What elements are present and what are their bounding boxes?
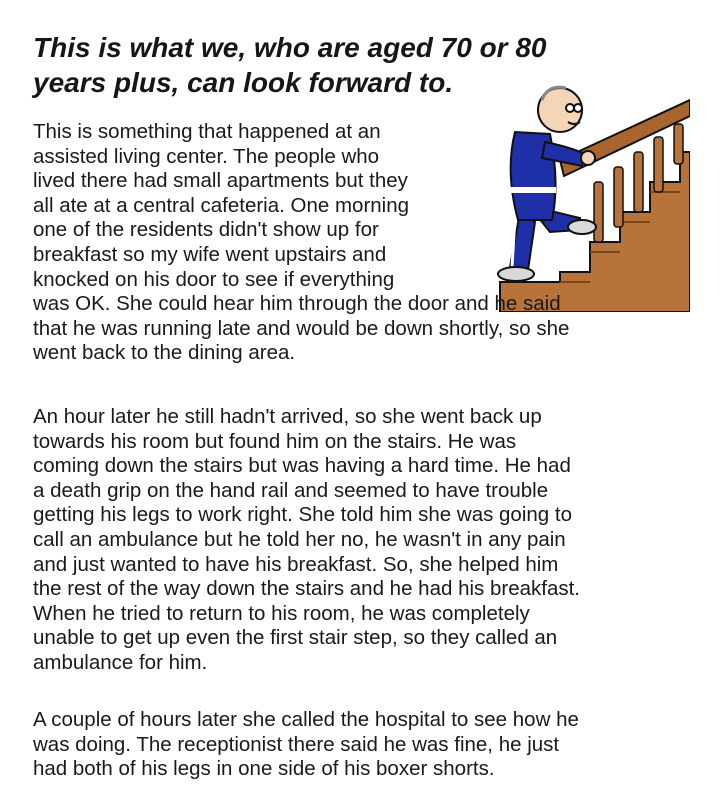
text-line: a death grip on the hand rail and seemed to have trouble: [33, 478, 549, 502]
text-line: An hour later he still hadn't arrived, so she went back up: [33, 405, 542, 428]
text-line: knocked on his door to see if everything: [33, 267, 395, 291]
text-line: that he was running late and would be down shortly, so she: [33, 316, 570, 340]
text-line: coming down the stairs but was having a hard time. He had: [33, 454, 571, 478]
text-line: had both of his legs in one side of his boxer shorts.: [33, 757, 495, 781]
text-line: was doing. The receptionist there said he was fine, he just: [33, 732, 560, 756]
paragraph-1: [33, 120, 693, 366]
title-line: years plus, can look forward to.: [33, 67, 454, 98]
text-line: was OK. She could hear him through the door and he said: [33, 292, 561, 316]
text-line: A couple of hours later she called the hospital to see how he: [33, 708, 579, 731]
text-line: getting his legs to work right. She told him she was going to: [33, 503, 572, 527]
text-line: ambulance for him.: [33, 650, 208, 674]
text-line: call an ambulance but he told her no, he wasn't in any pain: [33, 527, 566, 551]
title-line: This is what we, who are aged 70 or 80: [33, 32, 547, 63]
text-line: lived there had small apartments but they: [33, 169, 408, 193]
text-line: and just wanted to have his breakfast. So, she helped him: [33, 552, 559, 576]
text-line: This is something that happened at an: [33, 120, 381, 143]
text-line: breakfast so my wife went upstairs and: [33, 242, 387, 266]
paragraph-2: [33, 405, 703, 676]
text-line: When he tried to return to his room, he was completely: [33, 601, 530, 625]
text-line: one of the residents didn't show up for: [33, 218, 379, 242]
paragraph-3: [33, 708, 703, 782]
text-line: all ate at a central cafeteria. One morning: [33, 193, 410, 217]
text-line: towards his room but found him on the stairs. He was: [33, 429, 517, 453]
text-line: the rest of the way down the stairs and he had his breakfast.: [33, 577, 580, 601]
text-line: went back to the dining area.: [33, 341, 296, 365]
text-line: assisted living center. The people who: [33, 144, 380, 168]
text-line: unable to get up even the first stair step, so they called an: [33, 626, 558, 650]
